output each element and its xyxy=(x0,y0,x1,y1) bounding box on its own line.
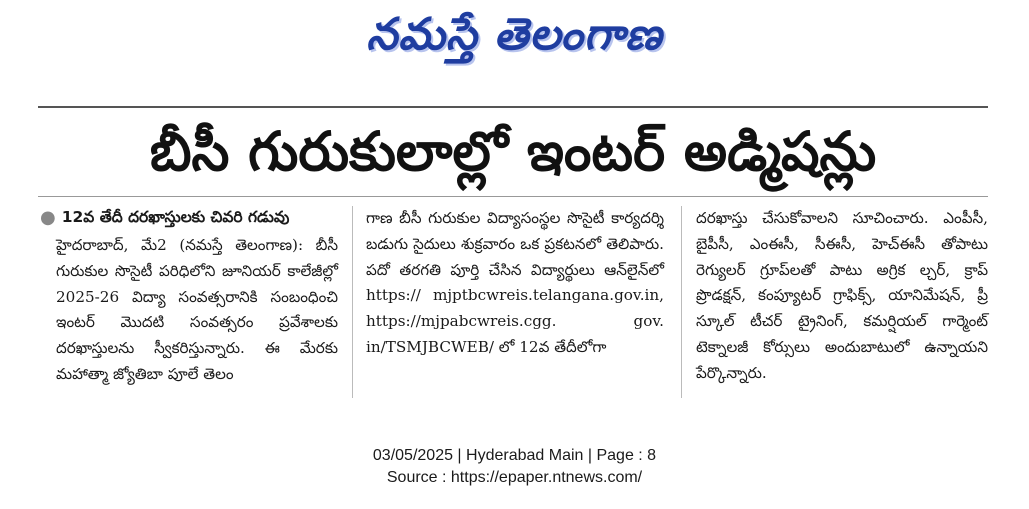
masthead-logo: నమస్తే తెలంగాణ xyxy=(366,9,663,60)
article-column-1 xyxy=(40,206,338,388)
column-1-text: హైదరాబాద్, మే2 (నమస్తే తెలంగాణ): బీసీ గురుకుల సొసైటీ పరిధిలోని జూనియర్ కాలేజీల్లో 2025-26 విద్యా సంవత్సరానికి సంబంధించి ఇంటర్ మొదటి సంవత్సరం ప్రవేశాలకు దరఖాస్తులను స్వీకరిస్తున్నారు. ఈ మేరకు మహాత్మా జ్యోతిబా పూలే తెలం xyxy=(56,236,338,383)
newspaper-masthead xyxy=(0,4,1029,70)
bullet-icon: ● xyxy=(40,207,56,228)
article-column-2 xyxy=(366,206,664,361)
column-divider xyxy=(681,206,682,398)
footer-date-edition: 03/05/2025 | Hyderabad Main | Page : 8 xyxy=(372,447,657,464)
column-2-text: గాణ బీసీ గురుకుల విద్యాసంస్థల సొసైటీ కార్యదర్శి బడుగు సైదులు శుక్రవారం ఒక ప్రకటనలో తెలిపారు. పదో తరగతి పూర్తి చేసిన విద్యార్థులు ఆన్‌లైన్‌లో https:// mjptbcwreis.telangana.gov.in, https://mjpabcwreis.cgg. gov. in/TSMJBCWEB/ లో 12వ తేదీలోగా xyxy=(366,209,664,356)
column-3-text: దరఖాస్తు చేసుకోవాలని సూచించారు. ఎంపీసీ, బైపీసీ, ఎంఈసీ, సీఈసీ, హెచ్‌ఈసీ తోపాటు రెగ్యులర్ గ్రూప్‌లతో పాటు అగ్రిక ల్చర్, క్రాప్ ప్రొడక్షన్, కంప్యూటర్ గ్రాఫిక్స్, యానిమేషన్, ప్రీ స్కూల్ టీచర్ ట్రైనింగ్, కమర్షియల్ గార్మెంట్ టెక్నాలజీ కోర్సులు అందుబాటులో ఉన్నాయని పేర్కొన్నారు. xyxy=(696,209,988,382)
article-subheadline xyxy=(40,206,338,229)
footer-source: Source : https://epaper.ntnews.com/ xyxy=(386,469,643,486)
subheadline-text: 12వ తేదీ దరఖాస్తులకు చివరి గడువు xyxy=(61,208,290,226)
article-headline: బీసీ గురుకులాల్లో ఇంటర్ అడ్మిషన్లు xyxy=(149,120,877,183)
article-column-3 xyxy=(696,206,988,387)
headline-divider xyxy=(38,196,988,197)
column-divider xyxy=(352,206,353,398)
